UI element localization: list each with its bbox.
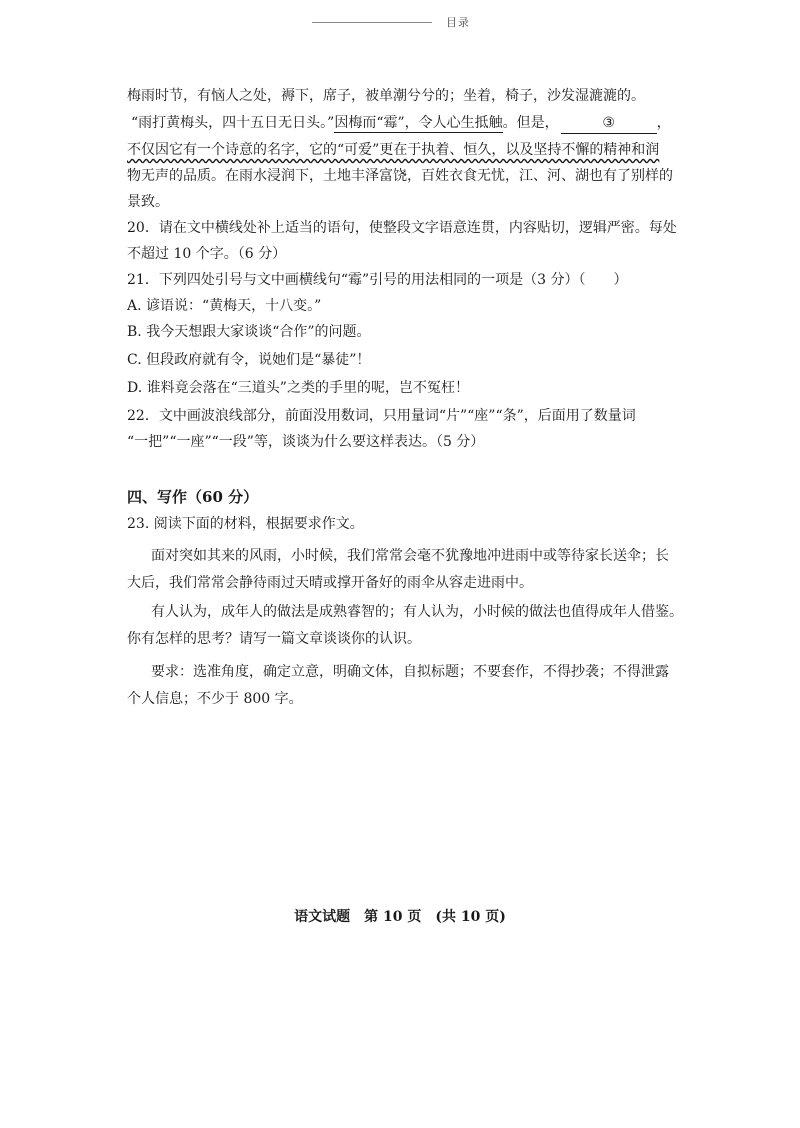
- prompt-line-1: 有人认为，成年人的做法是成熟睿智的；有人认为，小时候的做法也值得成年人借鉴。: [151, 604, 683, 620]
- question-22-line-1: 22．文中画波浪线部分，前面没用数词，只用量词“片”“座”“条”，后面用了数量词: [127, 408, 636, 424]
- option-c: C. 但段政府就有令，说她们是“暴徒”！: [127, 352, 371, 368]
- header-mark: 目录: [446, 16, 470, 29]
- wavy-underline-start: 不仅因它有一个诗意的名字，它的“可爱”更在于执着、恒久，以及坚持不懈的精神和润: [127, 142, 660, 158]
- question-20-line-1: 20．请在文中横线处补上适当的语句，使整段文字语意连贯，内容贴切，逻辑严密。每处: [127, 220, 677, 236]
- passage-line-5: 景致。: [127, 194, 169, 210]
- requirement-line-1: 要求：选准角度，确定立意，明确文体，自拟标题；不要套作，不得抄袭；不得泄露: [151, 664, 669, 680]
- header-rule: [312, 22, 432, 23]
- question-22-line-2: “一把”“一座”“一段”等，谈谈为什么要这样表达。（5 分）: [127, 434, 485, 450]
- option-d: D. 谁料竟会落在“三道头”之类的手里的呢，岂不冤枉！: [127, 380, 469, 396]
- option-b: B. 我今天想跟大家谈谈“合作”的问题。: [127, 324, 371, 340]
- option-a: A. 谚语说：“黄梅天，十八变。”: [127, 298, 322, 314]
- answer-blank-3: ③: [561, 113, 657, 134]
- proverb-quote: “雨打黄梅头，四十五日无日头。”: [131, 115, 335, 131]
- question-20-line-2: 不超过 10 个字。（6 分）: [127, 246, 287, 262]
- section-heading-writing: 四、写作（60 分）: [127, 488, 259, 506]
- question-23-stem: 23. 阅读下面的材料，根据要求作文。: [127, 516, 364, 532]
- material-line-1: 面对突如其来的风雨，小时候，我们常常会毫不犹豫地冲进雨中或等待家长送伞；长: [151, 548, 669, 564]
- passage-line-4: 物无声的品质。在雨水浸润下，土地丰泽富饶，百姓衣食无忧，江、河、湖也有了别样的: [127, 168, 673, 184]
- underlined-sentence: 因梅而“霉”，令人心生抵触: [334, 115, 503, 131]
- page-footer: 语文试题 第 10 页 (共 10 页): [294, 909, 506, 925]
- question-21-stem: 21．下列四处引号与文中画横线句“霉”引号的用法相同的一项是（3 分）（ ）: [127, 272, 628, 288]
- prompt-line-2: 你有怎样的思考？请写一篇文章谈谈你的认识。: [127, 631, 421, 647]
- passage-line-2: “雨打黄梅头，四十五日无日头。”因梅而“霉”，令人心生抵触。但是， ③ ，: [131, 113, 671, 134]
- requirement-line-2: 个人信息；不少于 800 字。: [127, 691, 303, 707]
- material-line-2: 大后，我们常常会静待雨过天晴或撑开备好的雨伞从容走进雨中。: [127, 575, 533, 591]
- passage-line-1: 梅雨时节，有恼人之处，褥下，席子，被单潮兮兮的；坐着，椅子，沙发湿漉漉的。: [127, 88, 645, 104]
- passage-line-3: [127, 140, 659, 160]
